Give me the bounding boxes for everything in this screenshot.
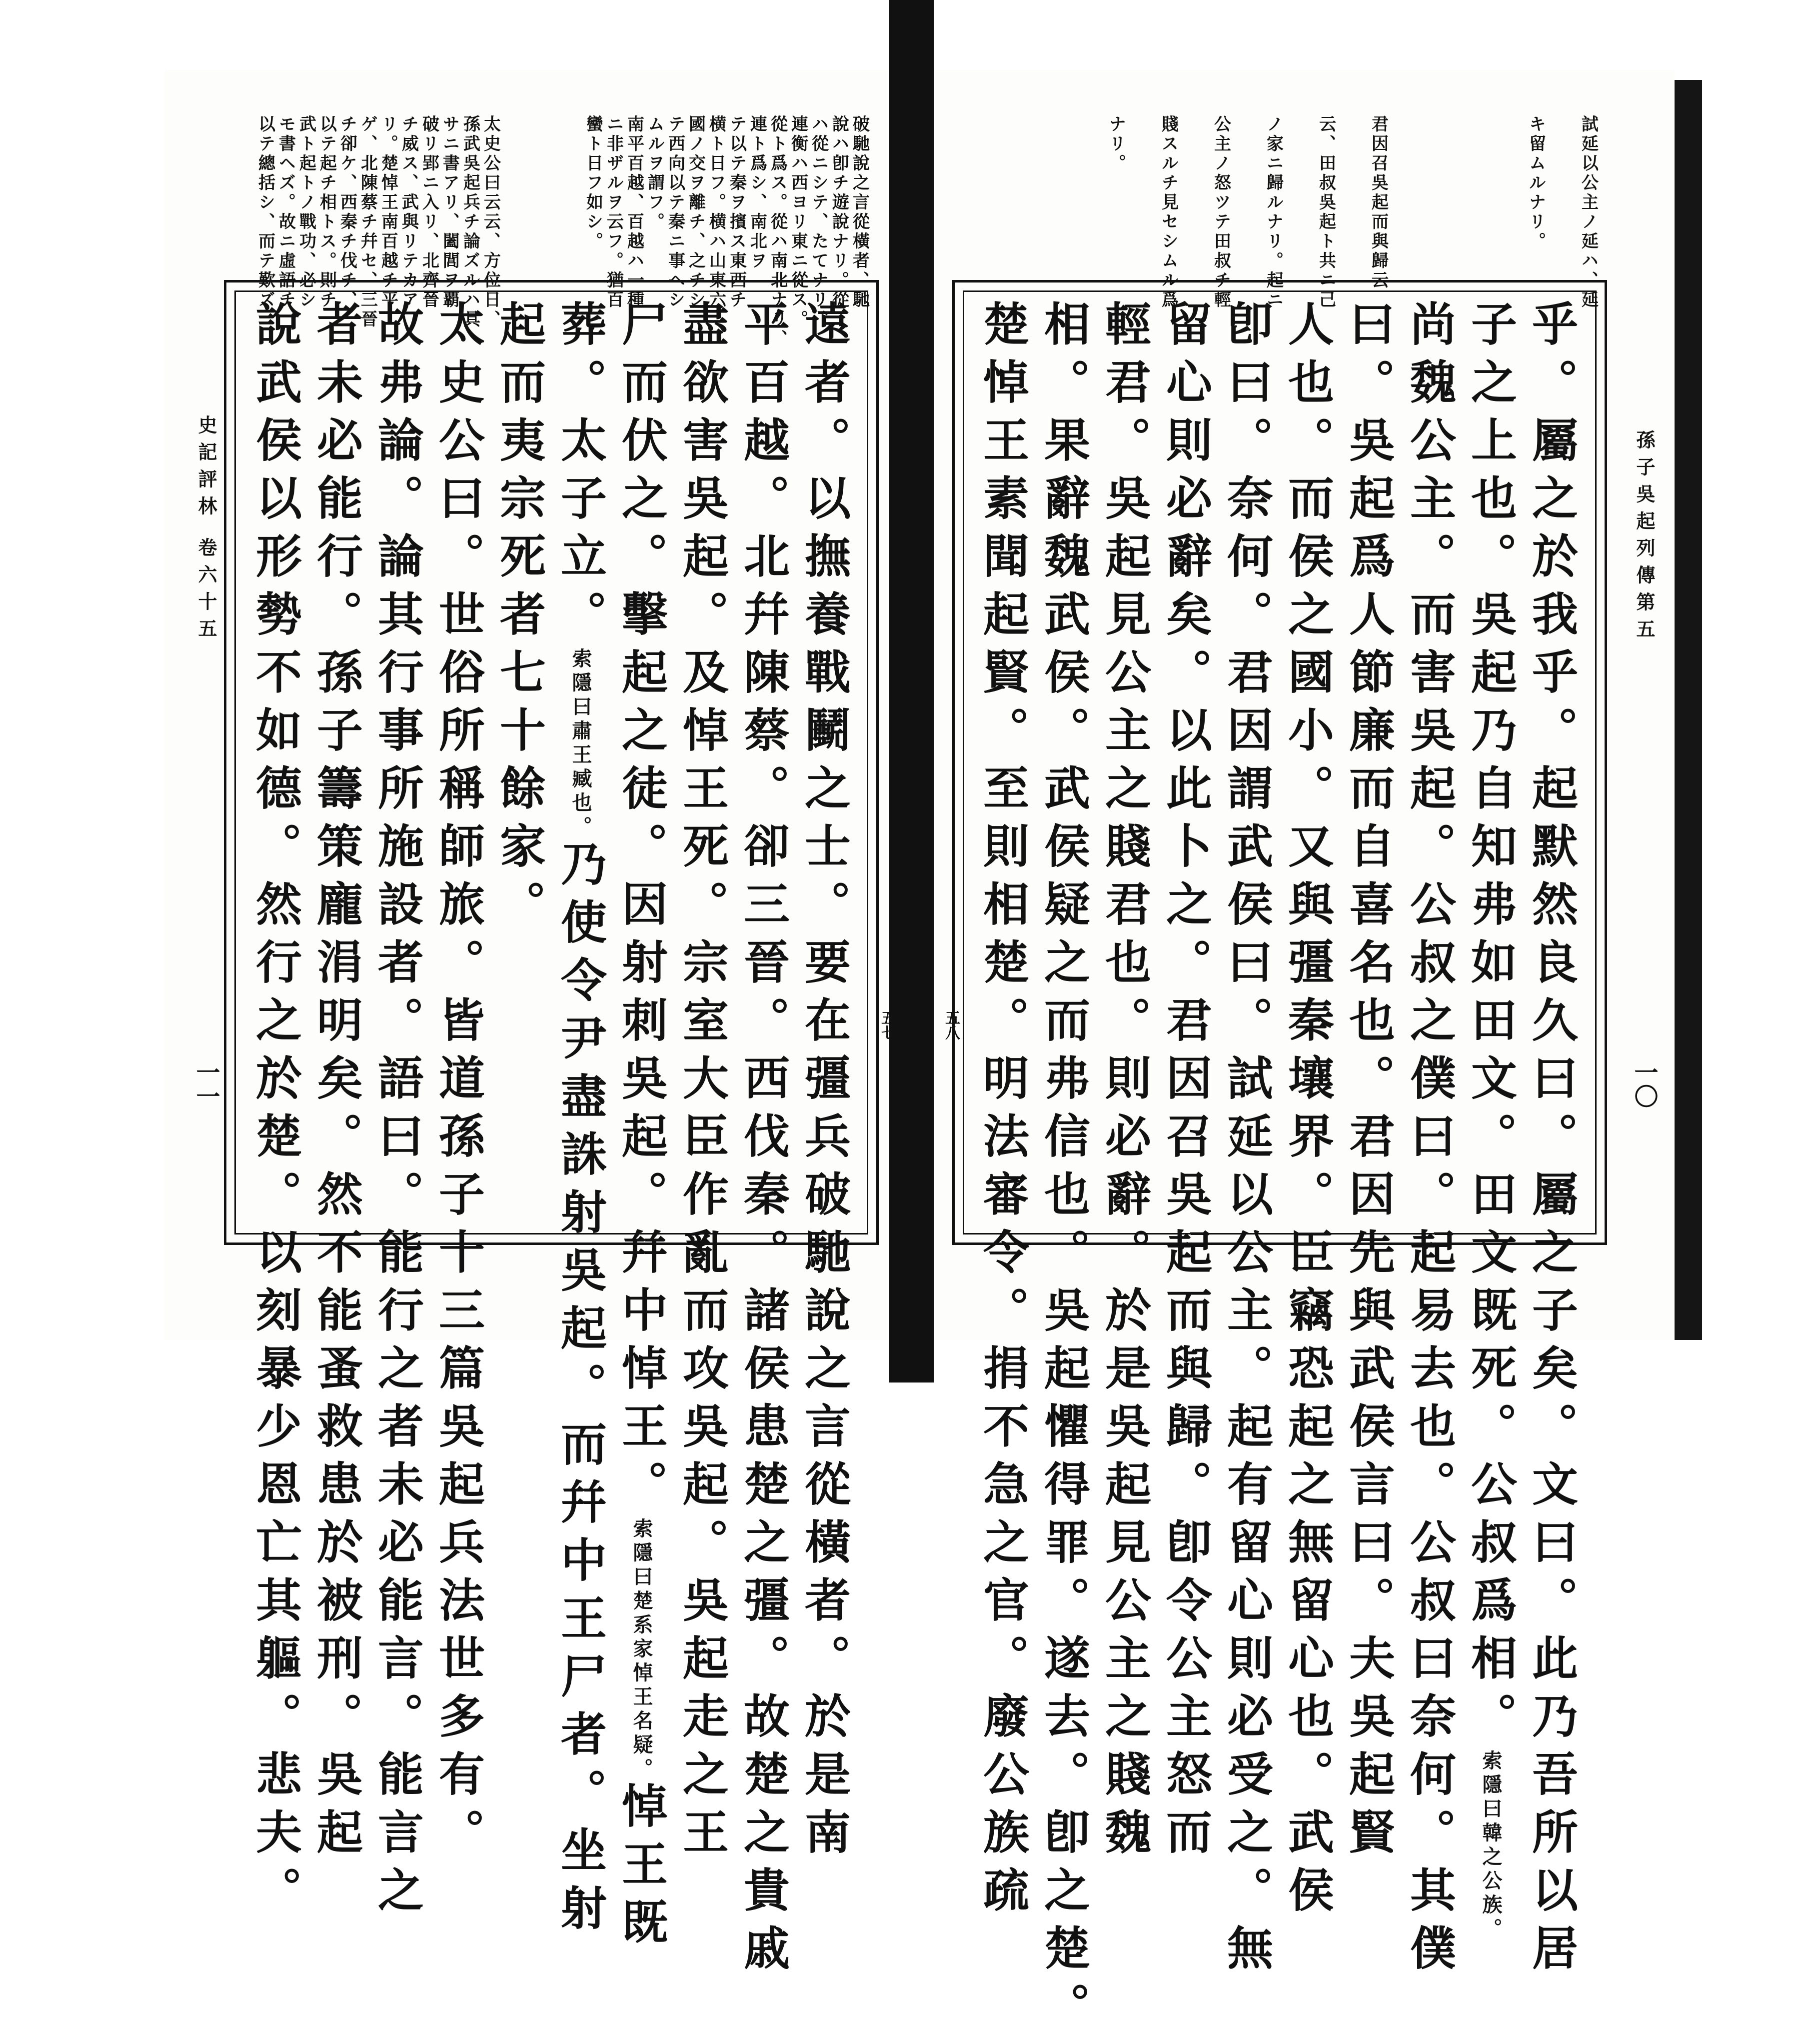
inline-annotation: 索隱曰韓之公族。 — [1479, 1750, 1503, 1942]
text-segment: 太史公曰。世俗所稱師旅。皆道孫子十三篇吳起兵法世多有。 — [431, 300, 485, 1866]
text-segment: 人也。而侯之國小。又與彊秦壤界。臣竊恐起之無留心也。武侯 — [1281, 300, 1335, 1924]
headnote-line: 連衡ハ西ヨリ東ニ從ス。 — [788, 115, 808, 330]
headnote-line: 試延以公主ノ延ハ、延 — [1578, 115, 1599, 310]
text-column — [492, 300, 546, 938]
left-gutter-number: 五七 — [878, 1010, 896, 1040]
text-column — [309, 300, 363, 1866]
left-running-head: 史記評林 卷六十五 — [195, 415, 217, 646]
text-segment: 乃使令尹盡誅射吳起。而幷中王尸者。坐射 — [553, 840, 607, 1942]
headnote-line: 從ト爲ス。從ハ南北ナリ、 — [767, 115, 788, 349]
headnote-line: 說ハ卽チ遊說ナリ。從 — [829, 115, 849, 310]
headnote-line: チ威ス、武與リテカア — [398, 115, 419, 310]
text-column — [248, 300, 302, 1924]
headnote-line: ムルヲ謂フ。 — [644, 115, 665, 232]
text-column — [1403, 300, 1457, 1982]
text-segment: 輕君。吳起見公主之賤君也。則必辭。於是吳起見公主之賤魏 — [1098, 300, 1152, 1866]
headnote-line: 連ト爲シ、南北ヲ — [747, 115, 767, 271]
text-segment: 平百越。北幷陳蔡。卻三晉。西伐秦。諸侯患楚之彊。故楚之貴戚 — [736, 300, 790, 1982]
right-gutter-number: 五八 — [942, 1010, 960, 1040]
text-segment: 遠者。以撫養戰鬭之士。要在彊兵破馳說之言從橫者。於是南 — [797, 300, 851, 1866]
text-segment: 曰。吳起爲人節廉而自喜名也。君因先與武侯言曰。夫吳起賢 — [1342, 300, 1396, 1866]
text-column — [736, 300, 790, 1982]
left-page-number: 一一 — [192, 1060, 220, 1108]
headnote-line: テ西向以テ秦ニ事ヘシ — [665, 115, 685, 310]
headnote-line: 蠻ト日フ如シ。 — [583, 115, 603, 252]
headnote-line: 横ト日フ。横ハ山東六 — [706, 115, 726, 310]
text-column — [431, 300, 485, 1866]
right-page-edge — [1675, 80, 1702, 1340]
text-segment: 起而夷宗死者七十餘家。 — [492, 300, 546, 938]
right-headnotes — [1090, 115, 1615, 310]
headnote-line: 太史公曰云云、方位日、 — [480, 115, 501, 330]
headnote-line: 國ノ交ヲ離チ、之チシ — [685, 115, 706, 310]
text-segment: 子之上也。吳起乃自知弗如田文。田文既死。公叔爲相。 — [1464, 300, 1518, 1750]
headnote-line: ニ非ザルヲ云フ。猶百 — [603, 115, 624, 310]
text-segment: 留心則必辭矣。以此卜之。君因召吳起而與歸。卽令公主怒而 — [1159, 300, 1213, 1866]
text-column — [1037, 300, 1091, 2040]
text-segment: 楚悼王素聞起賢。至則相楚。明法審令。捐不急之官。廢公族疏 — [976, 300, 1030, 1924]
headnote-line: サニ書アリ、闔閭ヲ覇 — [439, 115, 460, 310]
text-segment: 乎。屬之於我乎。起默然良久曰。屬之子矣。文曰。此乃吾所以居 — [1525, 300, 1579, 1982]
text-segment: 說武侯以形勢不如德。然行之於楚。以刻暴少恩亡其軀。悲夫。 — [248, 300, 302, 1924]
text-column — [1159, 300, 1213, 1866]
text-segment: 悼王既 — [614, 1782, 668, 1956]
text-segment: 相。果辭魏武侯。武侯疑之而弗信也。吳起懼得罪。遂去。卽之楚。 — [1037, 300, 1091, 2040]
text-column — [1098, 300, 1152, 1866]
text-column — [1342, 300, 1396, 1866]
headnote-line: 以テ總括シ、而テ歎ズ — [255, 115, 275, 310]
text-column — [370, 300, 424, 1924]
headnote-line: ゲ、北陳蔡チ幷セ、三晉 — [357, 115, 378, 330]
text-column — [976, 300, 1030, 1924]
text-segment: 尸而伏之。擊起之徒。因射刺吳起。幷中悼王。 — [614, 300, 668, 1518]
headnote-line: ハ從ニシテ、たてナリ、 — [808, 115, 829, 330]
text-column — [1525, 300, 1579, 1982]
text-segment: 尚魏公主。而害吳起。公叔之僕曰。起易去也。公叔曰奈何。其僕 — [1403, 300, 1457, 1982]
right-body — [972, 300, 1582, 2040]
headnote-line: ナリ。 — [1106, 115, 1126, 174]
text-column — [553, 300, 607, 1942]
text-segment: 故弗論。論其行事所施設者。語曰。能行之者未必能言。能言之 — [370, 300, 424, 1924]
book-spine — [889, 0, 934, 1382]
text-segment: 卽曰。奈何。君因謂武侯曰。試延以公主。起有留心則必受之。無 — [1220, 300, 1274, 1982]
text-column — [675, 300, 729, 1866]
headnote-line: ノ家ニ歸ルナリ。起ニ — [1263, 115, 1284, 310]
inline-annotation: 索隱曰肅王臧也。 — [569, 648, 592, 840]
right-running-head: 孫子吳起列傳第五 — [1633, 430, 1656, 646]
headnote-line: チ卻ケ、西秦チ伐チ、 — [337, 115, 357, 310]
text-segment: 葬。太子立。 — [553, 300, 607, 648]
text-segment: 盡欲害吳起。及悼王死。宗室大臣作亂而攻吳起。吳起走之王 — [675, 300, 729, 1866]
left-body — [245, 300, 855, 1982]
headnote-line: 公主ノ怒ツテ田叔チ輕 — [1211, 115, 1231, 310]
text-column — [1220, 300, 1274, 1982]
text-column — [1281, 300, 1335, 1924]
headnote-line: リ。楚悼王南百越チ平 — [378, 115, 398, 310]
text-column — [1464, 300, 1518, 1942]
headnote-line: キ留ムルナリ。 — [1526, 115, 1546, 252]
left-headnotes — [255, 115, 870, 349]
headnote-line: 南平百越、百越ハ一種 — [624, 115, 644, 310]
headnote-line: モ書ヘズ。故ニ虛語チ — [275, 115, 296, 310]
right-page-number: 一〇 — [1630, 1060, 1658, 1108]
text-segment: 者未必能行。孫子籌策龐涓明矣。然不能蚤救患於被刑。吳起 — [309, 300, 363, 1866]
headnote-line: 以テ起チ相トス。則チ — [316, 115, 337, 310]
headnote-line: テ以テ秦ヲ擯ス東西チ — [726, 115, 747, 310]
headnote-line: 君因召吳起而與歸云 — [1368, 115, 1389, 290]
text-column — [614, 300, 668, 1956]
headnote-line: 云、田叔吳起ト共ニ己 — [1316, 115, 1336, 310]
headnote-line: 破馳說之言從橫者、馳 — [849, 115, 870, 310]
headnote-line: 破リ郢ニ入リ、北齊晉 — [419, 115, 439, 310]
text-column — [797, 300, 851, 1866]
headnote-line: 賤スルチ見セシムル爲 — [1158, 115, 1179, 310]
inline-annotation: 索隱曰楚系家悼王名疑。 — [630, 1518, 653, 1782]
headnote-line: 武ト起トノ戰功、必シ — [296, 115, 316, 310]
headnote-line: 孫武吳起兵チ論ズルハ具 — [460, 115, 480, 330]
